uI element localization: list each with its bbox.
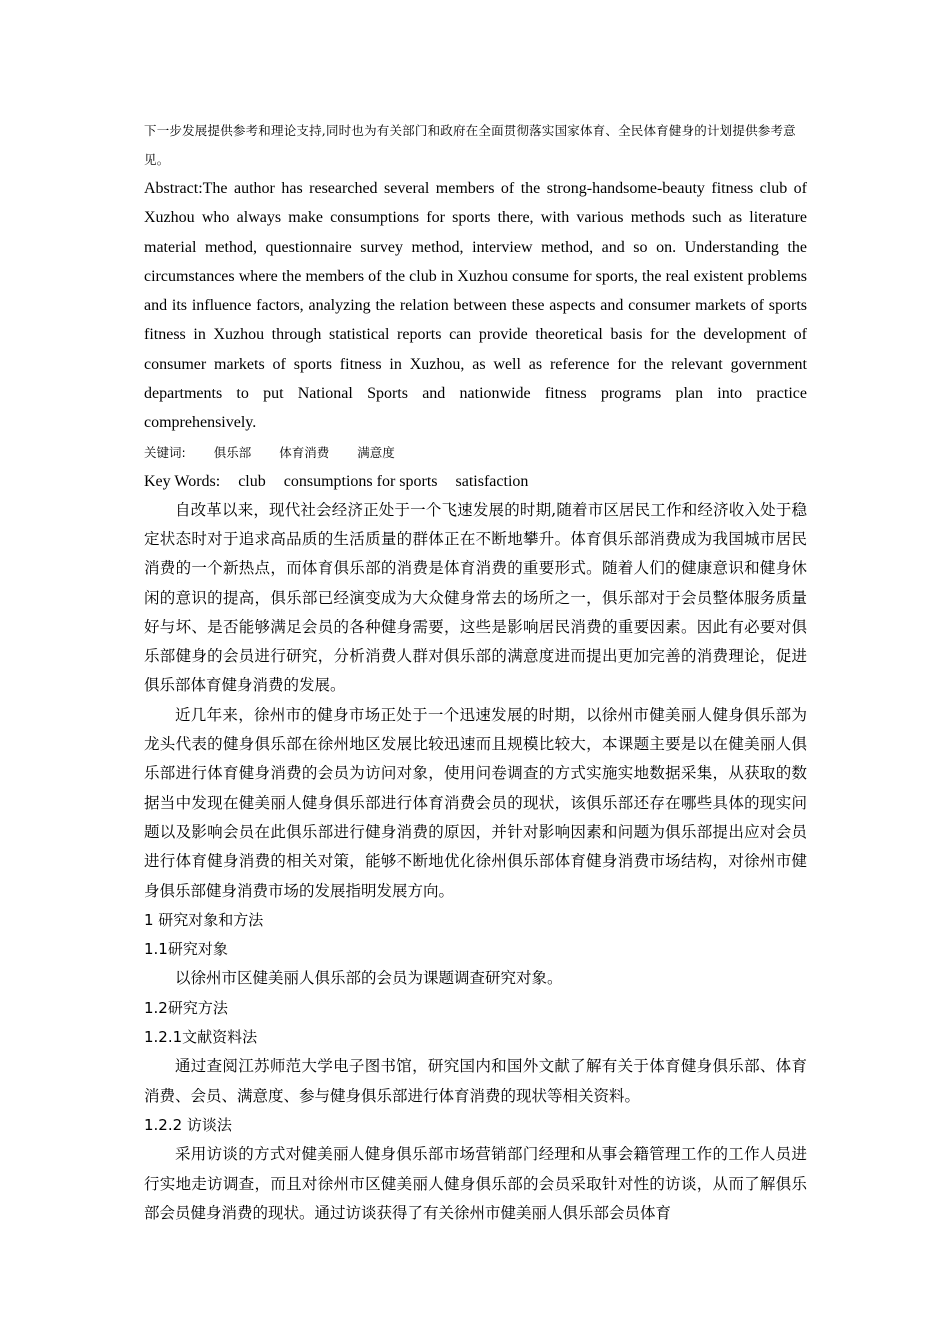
- document-content: [144, 116, 807, 1228]
- chinese-keywords: [144, 438, 807, 467]
- section-1-1-heading: 1.1研究对象: [144, 940, 228, 959]
- section-1-2-2-heading: 1.2.2 访谈法: [144, 1115, 232, 1134]
- chinese-abstract-tail: 下一步发展提供参考和理论支持,同时也为有关部门和政府在全面贯彻落实国家体育、全民体育健身的计划提供参考意见。: [144, 123, 796, 167]
- section-1-2-1-heading: 1.2.1文献资料法: [144, 1028, 258, 1047]
- intro-paragraph-2: 近几年来，徐州市的健身市场正处于一个迅速发展的时期，以徐州市健美丽人健身俱乐部为龙头代表的健身俱乐部在徐州地区发展比较迅速而且规模比较大，本课题主要是以在健美丽人俱乐部进行体育健身消费的会员为访问对象，使用问卷调查的方式实施实地数据采集，从获取的数据当中发现在健美丽人健身俱乐部进行体育消费会员的现状，该俱乐部还存在哪些具体的现实问题以及影响会员在此俱乐部进行健身消费的原因，并针对影响因素和问题为俱乐部提出应对会员进行体育健身消费的相关对策，能够不断地优化徐州俱乐部体育健身消费市场结构，对徐州市健身俱乐部健身消费市场的发展指明发展方向。: [144, 705, 807, 900]
- keyword-sports-consumption-cn: 体育消费: [279, 444, 330, 460]
- english-keywords-label: Key Words:: [144, 472, 221, 490]
- keyword-satisfaction-cn: 满意度: [357, 444, 395, 460]
- section-1-2-1-text: 通过查阅江苏师范大学电子图书馆，研究国内和国外文献了解有关于体育健身俱乐部、体育消费、会员、满意度、参与健身俱乐部进行体育消费的现状等相关资料。: [144, 1057, 807, 1105]
- keyword-club-en: club: [238, 472, 266, 490]
- english-abstract: Abstract:The author has researched several members of the strong-handsome-beauty fitness club of Xuzhou who always make consumptions for sports there, with various methods such as literature material method, questionnaire survey method, interview method, and so on. Understanding the circumstances where the members of the club in Xuzhou consume for sports, the real existent problems and its influence factors, analyzing the relation between these aspects and consumer markets of sports fitness in Xuzhou through statistical reports can provide theoretical basis for the development of consumer markets of sports fitness in Xuzhou, as well as reference for the relevant government departments to put National Sports and nationwide fitness programs plan into practice comprehensively.: [144, 180, 807, 432]
- keyword-club-cn: 俱乐部: [213, 444, 252, 460]
- section-1-2-heading: 1.2研究方法: [144, 998, 228, 1017]
- section-1-2-2-text: 采用访谈的方式对健美丽人健身俱乐部市场营销部门经理和从事会籍管理工作的工作人员进行实地走访调查，而且对徐州市区健美丽人健身俱乐部的会员采取针对性的访谈，从而了解俱乐部会员健身消费的现状。通过访谈获得了有关徐州市健美丽人俱乐部会员体育: [144, 1145, 807, 1222]
- keyword-sports-consumption-en: consumptions for sports: [283, 472, 438, 490]
- english-keywords: [144, 467, 807, 496]
- intro-paragraph-1: 自改革以来，现代社会经济正处于一个飞速发展的时期,随着市区居民工作和经济收入处于稳定状态时对于追求高品质的生活质量的群体正在不断地攀升。体育俱乐部消费成为我国城市居民消费的一个新热点，而体育俱乐部的消费是体育消费的重要形式。随着人们的健康意识和健身休闲的意识的提高，俱乐部已经演变成为大众健身常去的场所之一，俱乐部对于会员整体服务质量好与坏、是否能够满足会员的各种健身需要，这些是影响居民消费的重要因素。因此有必要对俱乐部健身的会员进行研究，分析消费人群对俱乐部的满意度进而提出更加完善的消费理论，促进俱乐部体育健身消费的发展。: [144, 500, 807, 695]
- section-1-heading: 1 研究对象和方法: [144, 910, 264, 929]
- section-1-1-text: 以徐州市区健美丽人俱乐部的会员为课题调查研究对象。: [175, 969, 563, 988]
- chinese-keywords-label: 关键词:: [144, 444, 186, 460]
- keyword-satisfaction-en: satisfaction: [455, 472, 529, 490]
